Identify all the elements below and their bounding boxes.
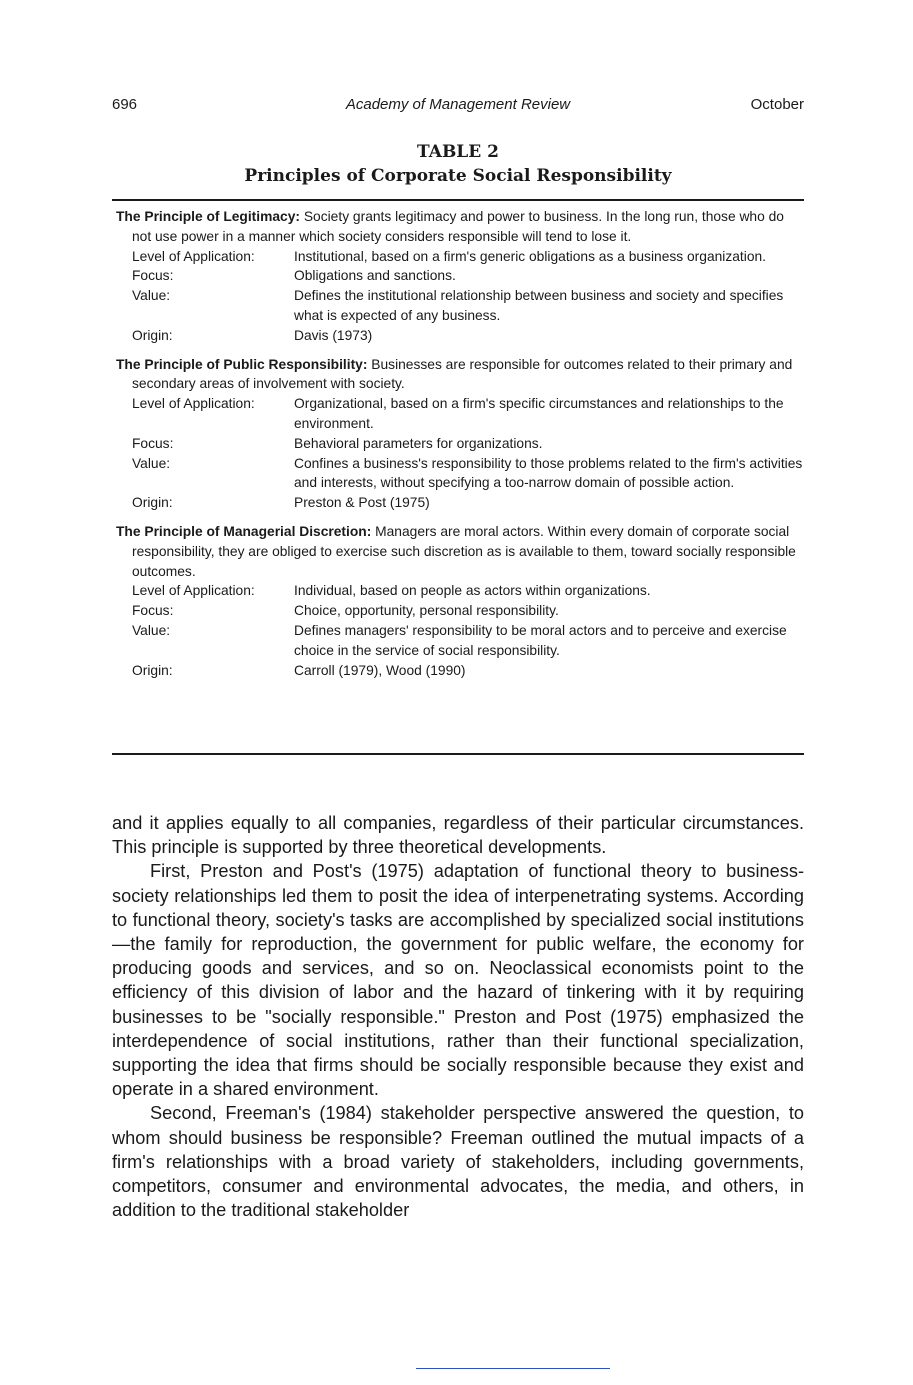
origin-label: Origin: — [132, 327, 173, 343]
focus-value: Obligations and sanctions. — [294, 268, 456, 284]
value-row — [116, 286, 804, 326]
focus-row — [116, 434, 804, 454]
value-row — [116, 454, 804, 494]
origin-label: Origin: — [132, 495, 173, 511]
focus-label: Focus: — [132, 603, 174, 619]
principle-intro — [116, 355, 804, 395]
value-value: Defines the institutional relationship between business and society and specifies what is expected of any business. — [294, 288, 784, 323]
journal-title: Academy of Management Review — [345, 96, 571, 113]
level-label: Level of Application: — [132, 396, 255, 412]
origin-value: Carroll (1979), Wood (1990) — [294, 662, 466, 678]
origin-label: Origin: — [132, 662, 173, 678]
issue-month: October — [750, 96, 804, 113]
table-title: Principles of Corporate Social Responsibility — [244, 166, 672, 186]
focus-value: Choice, opportunity, personal responsibility. — [294, 603, 559, 619]
principles-table — [116, 207, 804, 689]
body-paragraph: and it applies equally to all companies, regardless of their particular circumstances. This principle is supported by three theoretical developments. — [112, 813, 804, 858]
principle-statement: Society grants legitimacy and power to business. In the long run, those who do not use power in a manner which society considers responsible will tend to lose it. — [132, 209, 784, 244]
value-value: Confines a business's responsibility to those problems related to the firm's activities and interests, without specifying a too-narrow domain of possible action. — [294, 455, 803, 491]
value-label: Value: — [132, 622, 171, 638]
origin-value: Davis (1973) — [294, 327, 373, 343]
principle-statement: Managers are moral actors. Within every domain of corporate social responsibility, they are obliged to exercise such discretion as is available to them, toward socially responsible outcomes. — [132, 523, 796, 579]
focus-row — [116, 601, 804, 621]
principle-intro — [116, 207, 804, 247]
principle-intro — [116, 522, 804, 581]
level-value: Individual, based on people as actors within organizations. — [294, 583, 651, 599]
level-label: Level of Application: — [132, 583, 255, 599]
running-head — [112, 96, 804, 116]
principle-name: The Principle of Managerial Discretion: — [116, 523, 372, 539]
page-number: 696 — [112, 96, 138, 113]
level-row — [116, 394, 804, 434]
level-value: Institutional, based on a firm's generic obligations as a business organization. — [294, 248, 767, 264]
principle-statement: Businesses are responsible for outcomes related to their primary and secondary areas of involvement with society. — [132, 356, 793, 392]
origin-row — [116, 326, 804, 346]
table-top-rule — [112, 199, 804, 201]
footnote-divider — [416, 1368, 610, 1369]
level-row — [116, 581, 804, 601]
level-row — [116, 247, 804, 267]
focus-label: Focus: — [132, 435, 174, 451]
origin-row — [116, 493, 804, 513]
focus-label: Focus: — [132, 268, 174, 284]
table-label: TABLE 2 — [417, 142, 499, 162]
value-label: Value: — [132, 455, 171, 471]
focus-row — [116, 266, 804, 286]
principle-managerial-discretion — [116, 522, 804, 680]
principle-name: The Principle of Legitimacy: — [116, 209, 300, 224]
value-value: Defines managers' responsibility to be moral actors and to perceive and exercise choice in the service of social responsibility. — [294, 622, 787, 658]
body-paragraph: Second, Freeman's (1984) stakeholder perspective answered the question, to whom should business be responsible? Freeman outlined the mutual impacts of a firm's relationships with a broad variety of stakeholders, including governments, competitors, consumer and environmental advocates, the media, and others, in addition to the traditional stakeholder — [112, 1103, 804, 1221]
level-label: Level of Application: — [132, 248, 255, 264]
principle-public-responsibility — [116, 355, 804, 513]
value-row — [116, 621, 804, 661]
level-value: Organizational, based on a firm's specific circumstances and relationships to the environment. — [294, 396, 784, 431]
table-bottom-rule — [112, 753, 804, 755]
value-label: Value: — [132, 288, 171, 304]
body-paragraph: First, Preston and Post's (1975) adaptation of functional theory to business-society relationships led them to posit the idea of interpenetrating systems. According to functional theory, society's tasks are accomplished by specialized social institutions—the family for reproduction, the government for public welfare, the economy for producing goods and services, and so on. Neoclassical economists point to the efficiency of this division of labor and the hazard of tinkering with it by requiring businesses to be "socially responsible." Preston and Post (1975) emphasized the interdependence of social institutions, rather than their functional specialization, supporting the idea that firms should be socially responsible because they exist and operate in a shared environment. — [112, 861, 804, 1100]
principle-name: The Principle of Public Responsibility: — [116, 356, 368, 372]
principle-legitimacy — [116, 207, 804, 346]
origin-value: Preston & Post (1975) — [294, 495, 430, 511]
body-text — [112, 811, 804, 1222]
origin-row — [116, 661, 804, 681]
focus-value: Behavioral parameters for organizations. — [294, 435, 543, 451]
